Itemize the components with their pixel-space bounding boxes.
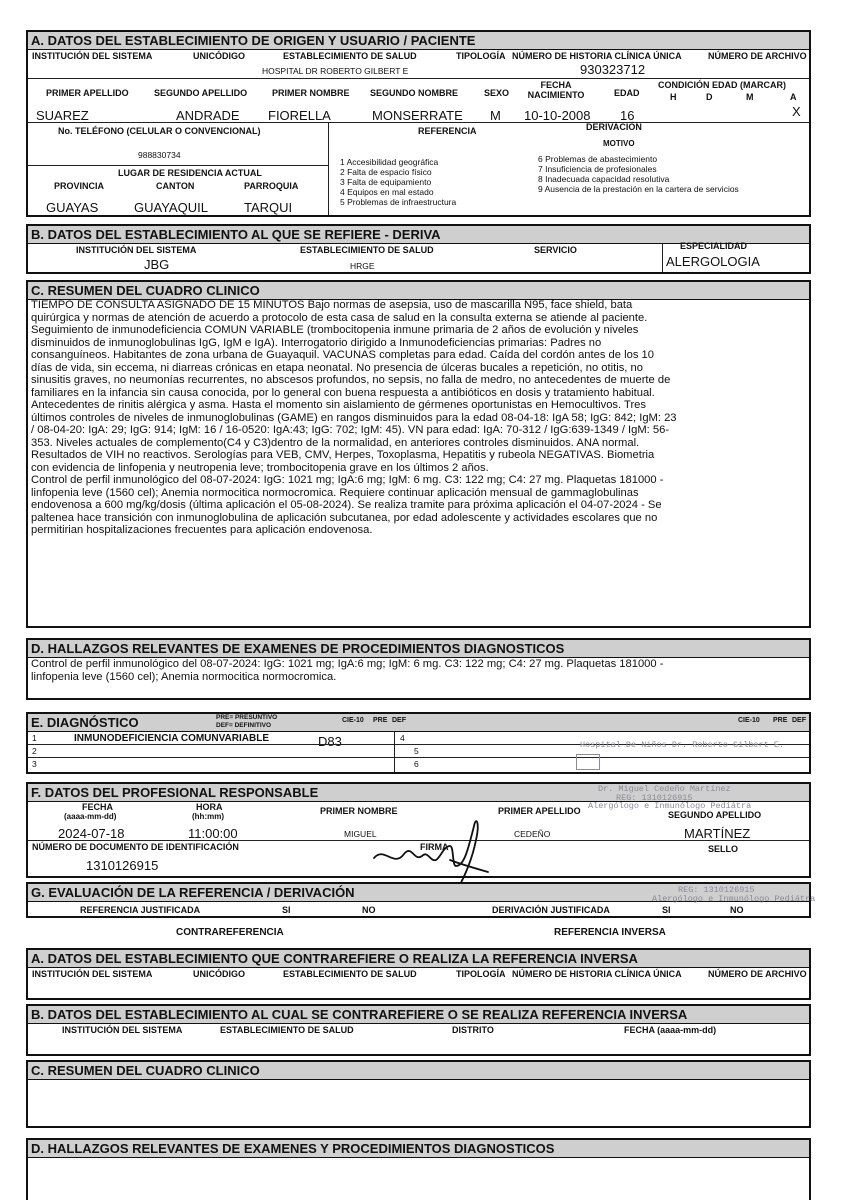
contrareferencia-label: CONTRAREFERENCIA bbox=[176, 927, 284, 938]
value-telefono: 988830734 bbox=[138, 150, 181, 160]
contra-a-label-5: NÚMERO DE HISTORIA CLÍNICA ÚNICA bbox=[512, 969, 682, 979]
summary-line: consanguíneos. Habitantes de zona urbana de Guayaquil. VACUNAS completas para edad. Caída del cordón antes de los 10 bbox=[31, 349, 654, 361]
motivo-8: 8 Inadecuada capacidad resolutiva bbox=[538, 174, 670, 184]
contra-d-title: D. HALLAZGOS RELEVANTES DE EXAMENES Y PROCEDIMIENTOS DIAGNOSTICOS bbox=[28, 1140, 809, 1158]
label-g-ref-just: REFERENCIA JUSTIFICADA bbox=[80, 905, 201, 915]
col-cie-right: CIE-10 bbox=[738, 717, 760, 724]
label-g-si-1: SI bbox=[282, 905, 291, 915]
label-unicodigo: UNICÓDIGO bbox=[193, 51, 246, 61]
dx-num-2: 2 bbox=[32, 746, 37, 756]
stamp-reg-2: REG: 1310126915 bbox=[678, 885, 755, 895]
motivo-9: 9 Ausencia de la prestación en la cartera de servicios bbox=[538, 184, 739, 194]
label-f-hora-fmt: (hh:mm) bbox=[192, 812, 224, 821]
contra-b-label-4: FECHA (aaaa-mm-dd) bbox=[624, 1025, 717, 1035]
label-g-si-2: SI bbox=[662, 905, 671, 915]
section-f-title: F. DATOS DEL PROFESIONAL RESPONSABLE bbox=[28, 784, 809, 802]
label-b-especialidad: ESPECIALIDAD bbox=[680, 241, 748, 251]
contra-section-a bbox=[26, 948, 811, 1000]
label-b-servicio: SERVICIO bbox=[534, 245, 577, 255]
stamp-spec-2: Alergólogo e Inmunólogo Pediátra bbox=[652, 894, 816, 904]
dx-num-6: 6 bbox=[414, 759, 419, 769]
section-f bbox=[26, 782, 811, 878]
contra-section-d bbox=[26, 1138, 811, 1200]
label-b-institucion: INSTITUCIÓN DEL SISTEMA bbox=[76, 245, 197, 255]
label-d: D bbox=[706, 92, 713, 102]
motivo-5: 5 Problemas de infraestructura bbox=[340, 197, 457, 207]
summary-line: permitirian hospitalizaciones frecuentes para aplicación endovenosa. bbox=[31, 524, 373, 536]
contra-b-label-3: DISTRITO bbox=[452, 1025, 494, 1035]
value-segundo-apellido: ANDRADE bbox=[176, 108, 240, 123]
summary-line: quirúrgica y normas de atención de acuerdo a protocolo de esta casa de salud en la consulta externa se atiende al paciente. bbox=[31, 311, 648, 324]
dx-num-5: 5 bbox=[414, 746, 419, 756]
summary-line: Antecedentes de rinitis alérgica y asma. Hasta el momento sin aislamiento de gérmenes oportunistas en Hemocultivos. Tres bbox=[31, 399, 646, 411]
contra-b-title: B. DATOS DEL ESTABLECIMIENTO AL CUAL SE CONTRAREFIERE O SE REALIZA REFERENCIA INVERSA bbox=[28, 1006, 809, 1024]
summary-line: linfopenia leve (1560 cel); Anemia normocitica normocromica. Requiere continuar aplicación mensual de gammaglobulinas bbox=[31, 486, 639, 499]
label-m: M bbox=[746, 92, 754, 102]
section-d bbox=[26, 638, 811, 700]
contra-c-title: C. RESUMEN DEL CUADRO CLINICO bbox=[28, 1062, 809, 1080]
summary-line: días de vida, sin eccema, ni diarreas crónicas en etapa neonatal. No presencia de úlceras bucales a repetición, no otitis, no bbox=[31, 361, 643, 374]
label-f-primer-nombre: PRIMER NOMBRE bbox=[320, 806, 398, 816]
label-b-establecimiento: ESTABLECIMIENTO DE SALUD bbox=[300, 245, 434, 255]
motivo-6: 6 Problemas de abastecimiento bbox=[538, 154, 658, 164]
section-b-title: B. DATOS DEL ESTABLECIMIENTO AL QUE SE REFIERE - DERIVA bbox=[28, 226, 809, 244]
label-primer-nombre: PRIMER NOMBRE bbox=[272, 88, 350, 98]
contra-a-title: A. DATOS DEL ESTABLECIMIENTO QUE CONTRAREFIERE O REALIZA LA REFERENCIA INVERSA bbox=[28, 950, 809, 968]
value-b-establecimiento: HRGE bbox=[350, 261, 375, 271]
section-g bbox=[26, 882, 816, 918]
value-f-primer-apellido: CEDEÑO bbox=[514, 829, 551, 839]
label-archivo: NÚMERO DE ARCHIVO bbox=[708, 51, 807, 61]
motivos-derivacion bbox=[538, 154, 739, 194]
dx-num-3: 3 bbox=[32, 759, 37, 769]
value-f-hora: 11:00:00 bbox=[188, 826, 238, 841]
summary-line: con evidencia de linfopenia y neutropenia leve; trombocitopenia grave en los últimos 2 años. bbox=[31, 461, 489, 474]
summary-line: sinusitis graves, no neumonías recurrentes, no abscesos profundos, no sepsis, no falla de medro, no antecedentes de muerte de bbox=[31, 374, 671, 386]
value-establecimiento: HOSPITAL DR ROBERTO GILBERT E bbox=[262, 66, 409, 76]
findings-line: Control de perfil inmunológico del 08-07-2024: IgG: 1021 mg; IgA:6 mg; IgM: 6 mg. C3: 122 mg; C4: 27 mg. Plaquetas 181000 - bbox=[31, 658, 664, 670]
legend-pre: PRE= PRESUNTIVO bbox=[216, 714, 278, 721]
label-derivacion: DERIVACIÓN bbox=[586, 122, 642, 132]
label-residencia: LUGAR DE RESIDENCIA ACTUAL bbox=[118, 168, 262, 178]
label-f-firma: FIRMA bbox=[420, 842, 449, 852]
findings-text bbox=[31, 658, 805, 683]
label-f-segundo-apellido: SEGUNDO APELLIDO bbox=[668, 810, 762, 820]
value-provincia: GUAYAS bbox=[46, 200, 99, 215]
value-f-primer-nombre: MIGUEL bbox=[344, 829, 377, 839]
label-f-fecha-fmt: (aaaa-mm-dd) bbox=[64, 812, 117, 821]
label-tipologia: TIPOLOGÍA bbox=[456, 51, 506, 61]
label-fecha-nac: FECHA NACIMIENTO bbox=[527, 80, 585, 100]
value-canton: GUAYAQUIL bbox=[134, 200, 208, 215]
label-g-no-2: NO bbox=[730, 905, 744, 915]
summary-line: paltenea hace transición con inmunoglobulina de aplicación subcutanea, por edad adolescente y actividades escolares que no bbox=[31, 511, 658, 524]
summary-line: endovenosa a 600 mg/kg/dosis (última aplicación el 05-08-2024). Se realiza tramite para próxima aplicación el 04-07-2024 - Se bbox=[31, 499, 662, 511]
label-segundo-nombre: SEGUNDO NOMBRE bbox=[370, 88, 459, 98]
label-a: A bbox=[790, 92, 797, 102]
value-parroquia: TARQUI bbox=[244, 200, 293, 215]
motivo-4: 4 Equipos en mal estado bbox=[340, 187, 434, 197]
value-b-especialidad: ALERGOLOGIA bbox=[666, 254, 760, 269]
diagnostico-heading: E. DIAGNÓSTICO bbox=[31, 715, 139, 730]
label-parroquia: PARROQUIA bbox=[244, 181, 299, 191]
summary-line: familiares en la infancia sin causa conocida, por lo general con buena respuesta a antibióticos en dosis y tratamiento habitual. bbox=[31, 386, 655, 399]
label-f-hora: HORA bbox=[196, 802, 223, 812]
label-primer-apellido: PRIMER APELLIDO bbox=[46, 88, 129, 98]
contra-section-b bbox=[26, 1004, 811, 1056]
stamp-reg-1: REG: 1310126915 bbox=[616, 793, 693, 803]
label-edad: EDAD bbox=[614, 88, 640, 98]
col-pre-left: PRE bbox=[373, 717, 388, 724]
col-def-left: DEF bbox=[392, 717, 406, 724]
stamp-doctor: Dr. Miguel Cedeño Martínez bbox=[598, 784, 731, 794]
label-f-fecha: FECHA bbox=[82, 802, 113, 812]
summary-line: disminuidos de inmunoglobulinas IgG, IgM e IgA). Interrogatorio dirigido a Inmunodeficiencias primarias: Padres no bbox=[31, 336, 602, 349]
summary-line: últimos controles de niveles de inmunoglobulinas (GAME) en rangos disminuidos para la edad 08-04-18: IgA 58; IgG: 842; IgM: 23 bbox=[31, 411, 677, 424]
findings-line: linfopenia leve (1560 cel); Anemia normocitica normocromica. bbox=[31, 670, 337, 683]
motivo-2: 2 Falta de espacio físico bbox=[340, 167, 432, 177]
label-establecimiento: ESTABLECIMIENTO DE SALUD bbox=[283, 51, 417, 61]
label-segundo-apellido: SEGUNDO APELLIDO bbox=[154, 88, 248, 98]
value-primer-apellido: SUAREZ bbox=[36, 108, 89, 123]
value-b-institucion: JBG bbox=[144, 257, 170, 272]
col-def-right: DEF bbox=[792, 717, 806, 724]
section-b bbox=[26, 224, 811, 274]
contra-a-label-3: ESTABLECIMIENTO DE SALUD bbox=[283, 969, 417, 979]
contra-a-label-4: TIPOLOGÍA bbox=[456, 969, 506, 979]
stamp-hospital: Hospital De Niños Dr. Roberto Gilbert E. bbox=[580, 740, 785, 750]
label-sexo: SEXO bbox=[484, 88, 510, 98]
summary-line: Seguimiento de inmunodeficiencia COMUN VARIABLE (trombocitopenia inmune primaria de 2 años de evolución y niveles bbox=[31, 324, 639, 336]
label-canton: CANTON bbox=[156, 181, 195, 191]
section-g-title: G. EVALUACIÓN DE LA REFERENCIA / DERIVACIÓN bbox=[28, 884, 809, 902]
contra-a-label-6: NÚMERO DE ARCHIVO bbox=[708, 969, 807, 979]
section-d-title: D. HALLAZGOS RELEVANTES DE EXAMENES DE PROCEDIMIENTOS DIAGNOSTICOS bbox=[28, 640, 809, 658]
stamp-logo-icon bbox=[576, 754, 600, 770]
legend-def: DEF= DEFINITIVO bbox=[216, 722, 272, 729]
summary-line: 353. Niveles actuales de complemento(C4 y C3)dentro de la normalidad, en anteriores controles disminuidos. ANA normal. bbox=[31, 436, 640, 449]
summary-line: / 08-04-20: IgA: 29; IgG: 914; IgM: 16 / 16-0520: IgA:43; IgG: 702; IgM: 45). VN para edad: IgA: 70-312 / IgG:639-1349 / IgM: 56- bbox=[31, 424, 670, 436]
label-g-no-1: NO bbox=[362, 905, 376, 915]
value-condicion-mark: X bbox=[792, 104, 801, 119]
value-f-fecha: 2024-07-18 bbox=[58, 826, 125, 841]
label-motivo: MOTIVO bbox=[603, 139, 635, 148]
value-sexo: M bbox=[490, 108, 501, 123]
section-e-title bbox=[28, 714, 809, 732]
dx-num-4: 4 bbox=[400, 733, 405, 743]
value-edad: 16 bbox=[620, 108, 635, 123]
value-primer-nombre: FIORELLA bbox=[268, 108, 331, 123]
label-referencia: REFERENCIA bbox=[418, 126, 477, 136]
clinical-summary bbox=[31, 299, 805, 537]
value-historia: 930323712 bbox=[580, 62, 646, 77]
dx-num-1: 1 bbox=[32, 733, 37, 743]
label-historia: NÚMERO DE HISTORIA CLÍNICA ÚNICA bbox=[512, 51, 682, 61]
label-condicion: CONDICIÓN EDAD (MARCAR) bbox=[658, 80, 786, 90]
section-a bbox=[26, 30, 811, 217]
contra-a-label-1: INSTITUCIÓN DEL SISTEMA bbox=[32, 969, 153, 979]
section-e bbox=[26, 712, 811, 774]
referencia-inversa-label: REFERENCIA INVERSA bbox=[554, 927, 666, 938]
section-c bbox=[26, 280, 811, 628]
motivo-3: 3 Falta de equipamiento bbox=[340, 177, 432, 187]
section-c-title: C. RESUMEN DEL CUADRO CLINICO bbox=[28, 282, 809, 300]
col-pre-right: PRE bbox=[773, 717, 788, 724]
contra-a-label-2: UNICÓDIGO bbox=[193, 969, 246, 979]
dx-1-text: INMUNODEFICIENCIA COMUNVARIABLE bbox=[74, 733, 269, 744]
value-f-segundo-apellido: MARTÍNEZ bbox=[684, 826, 751, 841]
section-a-title: A. DATOS DEL ESTABLECIMIENTO DE ORIGEN Y USUARIO / PACIENTE bbox=[28, 32, 809, 50]
label-f-sello: SELLO bbox=[708, 844, 739, 854]
label-h: H bbox=[670, 92, 677, 102]
value-f-documento: 1310126915 bbox=[86, 858, 159, 873]
summary-line: TIEMPO DE CONSULTA ASIGNADO DE 15 MINUTOS Bajo normas de asepsia, uso de mascarilla N95, face shield, bata bbox=[31, 299, 633, 311]
label-telefono: No. TELÉFONO (CELULAR O CONVENCIONAL) bbox=[58, 126, 261, 136]
label-f-primer-apellido: PRIMER APELLIDO bbox=[498, 806, 581, 816]
label-f-documento: NÚMERO DE DOCUMENTO DE IDENTIFICACIÓN bbox=[32, 842, 239, 852]
contra-section-c bbox=[26, 1060, 811, 1128]
contra-b-label-2: ESTABLECIMIENTO DE SALUD bbox=[220, 1025, 354, 1035]
label-g-der-just: DERIVACIÓN JUSTIFICADA bbox=[492, 905, 610, 915]
value-segundo-nombre: MONSERRATE bbox=[372, 108, 463, 123]
motivos-referencia bbox=[340, 157, 456, 207]
motivo-1: 1 Accesibilidad geográfica bbox=[340, 157, 439, 167]
summary-line: Resultados de VIH no reactivos. Serologías para VEB, CMV, Herpes, Toxoplasma, Hepatitis y rubeola NEGATIVAS. Biometria bbox=[31, 449, 655, 461]
dx-1-code: D83 bbox=[318, 734, 342, 749]
label-institucion: INSTITUCIÓN DEL SISTEMA bbox=[32, 51, 153, 61]
contra-b-label-1: INSTITUCIÓN DEL SISTEMA bbox=[62, 1025, 183, 1035]
motivo-7: 7 Insuficiencia de profesionales bbox=[538, 164, 657, 174]
summary-line: Control de perfil inmunológico del 08-07-2024: IgG: 1021 mg; IgA:6 mg; IgM: 6 mg. C3: 122 mg; C4: 27 mg. Plaquetas 181000 - bbox=[31, 474, 664, 486]
col-cie-left: CIE-10 bbox=[342, 717, 364, 724]
value-fecha-nac: 10-10-2008 bbox=[524, 108, 591, 123]
stamp-spec-1: Alergólogo e Inmunólogo Pediátra bbox=[588, 801, 752, 811]
label-provincia: PROVINCIA bbox=[54, 181, 105, 191]
